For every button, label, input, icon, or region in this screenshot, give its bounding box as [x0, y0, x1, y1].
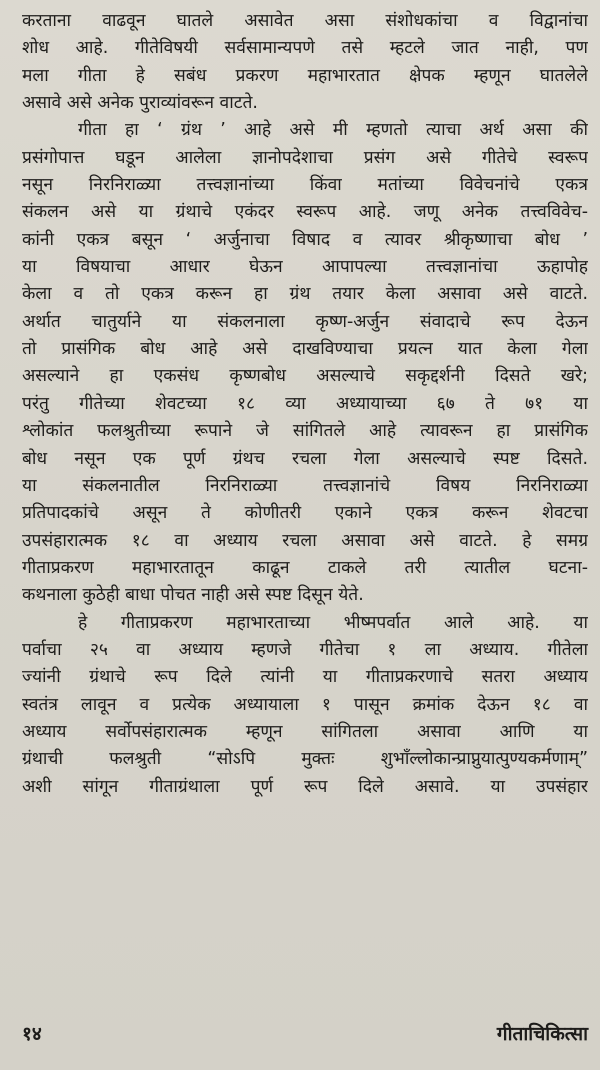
running-title: गीताचिकित्सा: [496, 1023, 588, 1045]
text-line: अध्याय सर्वोपसंहारात्मक म्हणून सांगितला असावा आणि या: [22, 721, 588, 742]
text-line: ग्रंथाची फलश्रुती “सोऽपि मुक्तः शुभाँल्लोकान्प्राप्नुयात्पुण्यकर्मणाम्”: [22, 749, 588, 770]
body-text: [22, 8, 588, 801]
text-line: नसून निरनिराळ्या तत्त्वज्ञानांच्या किंवा मतांच्या विवेचनांचे एकत्र: [22, 175, 588, 196]
text-line: कथनाला कुठेही बाधा पोचत नाही असे स्पष्ट दिसून येते.: [22, 585, 364, 606]
text-line: पर्वाचा २५ वा अध्याय म्हणजे गीतेचा १ ला अध्याय. गीतेला: [22, 639, 588, 660]
text-line: शोध आहे. गीतेविषयी सर्वसामान्यपणे तसे म्हटले जात नाही, पण: [22, 38, 588, 59]
text-line: कांनी एकत्र बसून ‘ अर्जुनाचा विषाद व त्यावर श्रीकृष्णाचा बोध ’: [22, 229, 588, 250]
text-line: मला गीता हे सबंध प्रकरण महाभारतात क्षेपक म्हणून घातलेले: [22, 65, 588, 86]
text-line: प्रसंगोपात्त घडून आलेला ज्ञानोपदेशाचा प्रसंग असे गीतेचे स्वरूप: [22, 147, 588, 168]
text-line: तो प्रासंगिक बोध आहे असे दाखविण्याचा प्रयत्न यात केला गेला: [22, 339, 588, 360]
text-line: या संकलनातील निरनिराळ्या तत्त्वज्ञानांचे विषय निरनिराळ्या: [22, 475, 588, 496]
text-line: अर्थात चातुर्याने या संकलनाला कृष्ण-अर्जुन संवादाचे रूप देऊन: [22, 311, 588, 332]
page-footer: [22, 1018, 588, 1050]
text-line: गीता हा ‘ ग्रंथ ’ आहे असे मी म्हणतो त्याचा अर्थ असा की: [78, 120, 588, 141]
text-line: गीताप्रकरण महाभारतातून काढून टाकले तरी त्यातील घटना-: [22, 557, 588, 578]
text-line: उपसंहारात्मक १८ वा अध्याय रचला असावा असे वाटते. हे समग्र: [22, 530, 588, 551]
text-line: संकलन असे या ग्रंथाचे एकंदर स्वरूप आहे. जणू अनेक तत्त्वविवेच-: [22, 202, 588, 223]
text-line: केला व तो एकत्र करून हा ग्रंथ तयार केला असावा असे वाटते.: [22, 284, 588, 305]
text-line: स्वतंत्र लावून व प्रत्येक अध्यायाला १ पासून क्रमांक देऊन १८ वा: [22, 694, 588, 715]
text-line: श्लोकांत फलश्रुतीच्या रूपाने जे सांगितले आहे त्यावरून हा प्रासंगिक: [22, 421, 588, 442]
text-line: असावे असे अनेक पुराव्यांवरून वाटते.: [22, 93, 258, 114]
text-line: बोध नसून एक पूर्ण ग्रंथच रचला गेला असल्याचे स्पष्ट दिसते.: [22, 448, 588, 469]
text-line: अशी सांगून गीताग्रंथाला पूर्ण रूप दिले असावे. या उपसंहार: [22, 776, 588, 797]
text-line: ज्यांनी ग्रंथाचे रूप दिले त्यांनी या गीताप्रकरणाचे सतरा अध्याय: [22, 667, 588, 688]
text-line: परंतु गीतेच्या शेवटच्या १८ व्या अध्यायाच्या ६७ ते ७१ या: [22, 393, 588, 414]
text-line: प्रतिपादकांचे असून ते कोणीतरी एकाने एकत्र करून शेवटचा: [22, 503, 588, 524]
text-line: असल्याने हा एकसंध कृष्णबोध असल्याचे सकृद्दर्शनी दिसते खरे;: [22, 366, 588, 387]
page-number: १४: [22, 1023, 42, 1045]
text-line: करताना वाढवून घातले असावेत असा संशोधकांचा व विद्वानांचा: [22, 11, 588, 31]
text-line: हे गीताप्रकरण महाभारताच्या भीष्मपर्वात आले आहे. या: [78, 612, 588, 633]
text-line: या विषयाचा आधार घेऊन आपापल्या तत्त्वज्ञानांचा ऊहापोह: [22, 257, 588, 278]
